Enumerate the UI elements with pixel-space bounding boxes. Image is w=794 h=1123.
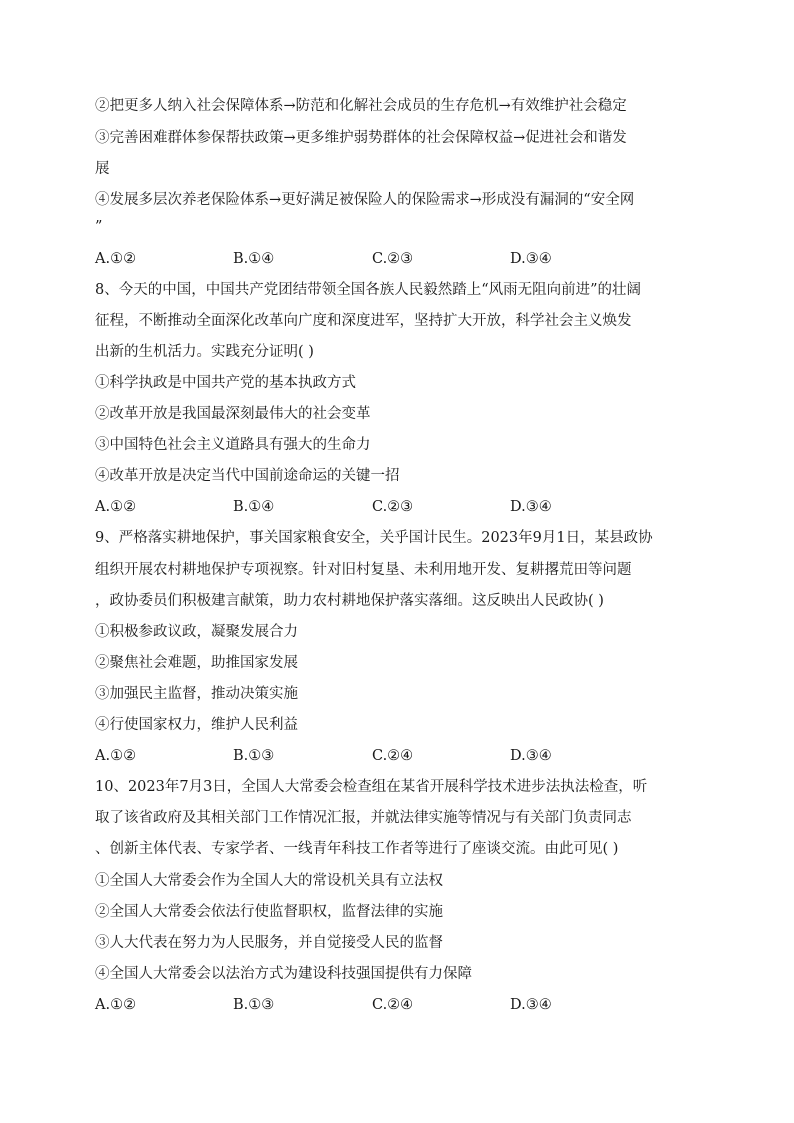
q8-item-4: ④改革开放是决定当代中国前途命运的关键一招: [95, 468, 400, 484]
q9-option-d[interactable]: D.③④: [510, 748, 552, 764]
q9-stem-line-1: 9、严格落实耕地保护，事关国家粮食安全，关乎国计民生。2023年9月1日，某县政协: [95, 530, 653, 546]
q10-item-3: ③人大代表在努力为人民服务，并自觉接受人民的监督: [95, 935, 443, 951]
q9-stem-line-2: 组织开展农村耕地保护专项视察。针对旧村复垦、未利用地开发、复耕撂荒田等问题: [95, 562, 632, 578]
q10-option-d[interactable]: D.③④: [510, 997, 552, 1013]
q9-item-2: ②聚焦社会难题，助推国家发展: [95, 655, 298, 671]
q8-option-d[interactable]: D.③④: [510, 499, 552, 515]
q8-options: [95, 496, 705, 518]
q10-item-1: ①全国人大常委会作为全国人大的常设机关具有立法权: [95, 873, 443, 889]
q10-option-b[interactable]: B.①③: [233, 997, 275, 1013]
q10-options: [95, 994, 705, 1016]
q7-item-4: ④发展多层次养老保险体系→更好满足被保险人的保险需求→形成没有漏洞的“安全网: [95, 192, 635, 208]
q7-option-d[interactable]: D.③④: [510, 251, 552, 267]
q8-stem-line-2: 征程，不断推动全面深化改革向广度和深度进军，坚持扩大开放，科学社会主义焕发: [95, 313, 632, 329]
q7-option-c[interactable]: C.②③: [372, 251, 414, 267]
q9-option-a[interactable]: A.①②: [95, 748, 137, 764]
q8-stem-line-3: 出新的生机活力。实践充分证明( ): [95, 344, 314, 360]
q8-option-a[interactable]: A.①②: [95, 499, 137, 515]
q7-options: [95, 248, 705, 270]
q8-option-b[interactable]: B.①④: [233, 499, 275, 515]
q8-option-c[interactable]: C.②③: [372, 499, 414, 515]
q7-option-a[interactable]: A.①②: [95, 251, 137, 267]
q7-item-2: ②把更多人纳入社会保障体系→防范和化解社会成员的生存危机→有效维护社会稳定: [95, 98, 627, 114]
q10-option-a[interactable]: A.①②: [95, 997, 137, 1013]
q7-option-b[interactable]: B.①④: [233, 251, 275, 267]
q7-item-4-cont: ”: [95, 219, 103, 235]
q7-item-3: ③完善困难群体参保帮扶政策→更多维护弱势群体的社会保障权益→促进社会和谐发: [95, 130, 627, 146]
q10-item-4: ④全国人大常委会以法治方式为建设科技强国提供有力保障: [95, 966, 472, 982]
q9-item-3: ③加强民主监督，推动决策实施: [95, 686, 298, 702]
q8-item-3: ③中国特色社会主义道路具有强大的生命力: [95, 437, 371, 453]
q8-item-1: ①科学执政是中国共产党的基本执政方式: [95, 375, 356, 391]
q9-options: [95, 745, 705, 767]
q10-item-2: ②全国人大常委会依法行使监督职权，监督法律的实施: [95, 904, 443, 920]
q10-stem-line-3: 、创新主体代表、专家学者、一线青年科技工作者等进行了座谈交流。由此可见( ): [95, 841, 619, 857]
q9-item-4: ④行使国家权力，维护人民利益: [95, 717, 298, 733]
q10-option-c[interactable]: C.②④: [372, 997, 414, 1013]
q8-stem-line-1: 8、今天的中国，中国共产党团结带领全国各族人民毅然踏上“风雨无阻向前进”的壮阔: [95, 282, 642, 298]
q9-option-b[interactable]: B.①③: [233, 748, 275, 764]
q9-option-c[interactable]: C.②④: [372, 748, 414, 764]
q7-item-3-cont: 展: [95, 161, 110, 177]
q8-item-2: ②改革开放是我国最深刻最伟大的社会变革: [95, 406, 371, 422]
q9-stem-line-3: ，政协委员们积极建言献策，助力农村耕地保护落实落细。这反映出人民政协( ): [95, 593, 604, 609]
q10-stem-line-1: 10、2023年7月3日，全国人大常委会检查组在某省开展科学技术进步法执法检查，听: [95, 779, 648, 795]
q9-item-1: ①积极参政议政，凝聚发展合力: [95, 624, 298, 640]
q10-stem-line-2: 取了该省政府及其相关部门工作情况汇报，并就法律实施等情况与有关部门负责同志: [95, 810, 632, 826]
